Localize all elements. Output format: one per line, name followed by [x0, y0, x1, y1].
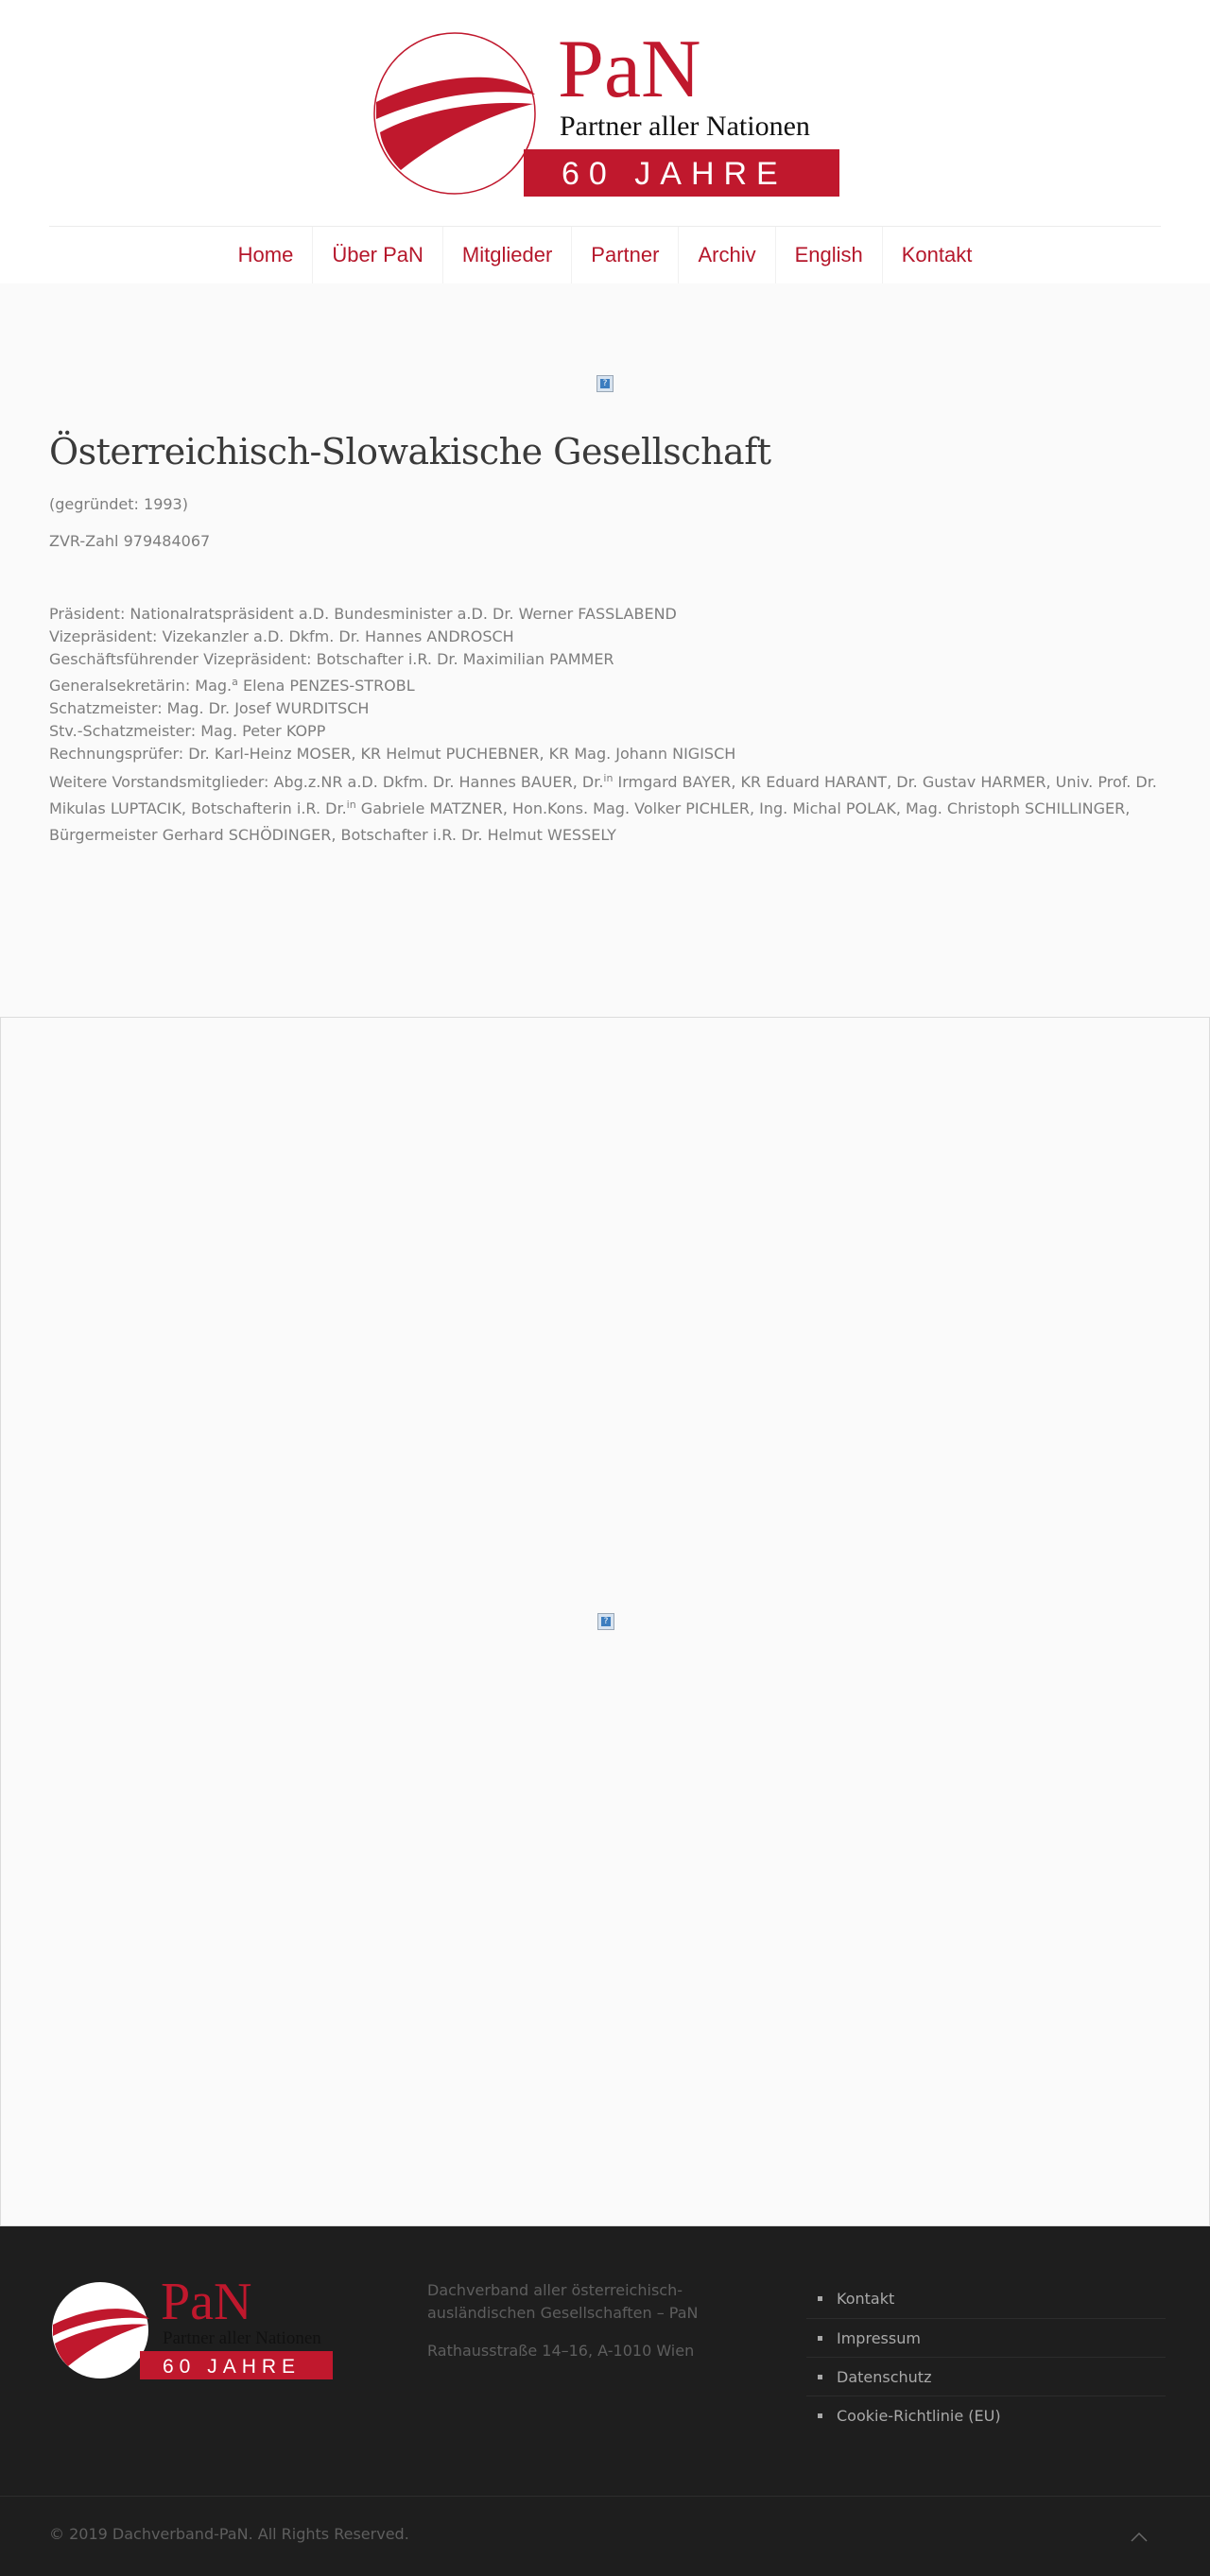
pan-logo	[372, 28, 839, 198]
site-logo[interactable]	[372, 28, 839, 198]
nav-partner[interactable]: Partner	[571, 227, 678, 283]
embedded-frame[interactable]	[0, 1017, 1210, 2226]
footer-about-line: Dachverband aller österreichisch-ausländischen Gesellschaften – PaN	[427, 2281, 699, 2322]
footer-links	[806, 2279, 1166, 2434]
board-gf-vize: Geschäftsführender Vizepräsident: Botschafter i.R. Dr. Maximilian PAMMER	[49, 650, 614, 668]
zvr-text: ZVR-Zahl 979484067	[49, 532, 211, 550]
broken-image-icon: ?	[596, 375, 614, 392]
site-header	[0, 0, 1210, 283]
board-rechnungspruefer: Rechnungsprüfer: Dr. Karl-Heinz MOSER, KR Helmut PUCHEBNER, KR Mag. Johann NIGISCH	[49, 745, 736, 763]
copyright-text: © 2019 Dachverband-PaN. All Rights Reserved.	[49, 2525, 409, 2543]
logo-banner: 60 JAHRE	[562, 156, 787, 192]
nav-ueber-pan[interactable]: Über PaN	[312, 227, 442, 283]
chevron-up-icon	[1129, 2527, 1150, 2548]
founded-text: (gegründet: 1993)	[49, 495, 188, 513]
footer-link-impressum[interactable]: Impressum	[806, 2318, 1166, 2357]
footer-address: Rathausstraße 14–16, A-1010 Wien	[427, 2342, 695, 2360]
footer-about	[427, 2279, 749, 2362]
board-schatzmeister: Schatzmeister: Mag. Dr. Josef WURDITSCH	[49, 699, 370, 717]
footer-logo[interactable]	[49, 2277, 333, 2383]
footer-link-datenschutz[interactable]: Datenschutz	[806, 2357, 1166, 2396]
footer-logo-tagline: Partner aller Nationen	[163, 2328, 321, 2348]
board-generalsekretaerin: Generalsekretärin: Mag.$^a$ Elena PENZES-STROBL	[49, 676, 415, 695]
footer-logo-banner: 60 JAHRE	[163, 2356, 302, 2378]
board-vize: Vizepräsident: Vizekanzler a.D. Dkfm. Dr. Hannes ANDROSCH	[49, 627, 514, 645]
board-weitere: Weitere Vorstandsmitglieder: Abg.z.NR a.D. Dkfm. Dr. Hannes BAUER, Dr.$^{in}$ Irmgard BAYER, KR Eduard HARANT, Dr. Gustav HARMER, Univ. Prof. Dr. Mikulas LUPTACIK, Botschafterin i.R. Dr.$^{in}$ Gabriele MATZNER, Hon.Kons. Mag. Volker PICHLER, Ing. Michal POLAK, Mag. Christoph SCHILLINGER, Bürgermeister Gerhard SCHÖDINGER, Botschafter i.R. Dr. Helmut WESSELY	[49, 772, 1157, 844]
footer-link-cookie[interactable]: Cookie-Richtlinie (EU)	[806, 2396, 1166, 2434]
board-praesident: Präsident: Nationalratspräsident a.D. Bundesminister a.D. Dr. Werner FASSLABEND	[49, 605, 677, 623]
pan-logo-footer	[49, 2277, 333, 2379]
page-title: Österreichisch-Slowakische Gesellschaft	[49, 431, 771, 472]
footer-logo-brand: PaN	[161, 2277, 252, 2331]
nav-archiv[interactable]: Archiv	[678, 227, 774, 283]
main-nav	[0, 227, 1210, 283]
nav-kontakt[interactable]: Kontakt	[882, 227, 992, 283]
nav-home[interactable]: Home	[237, 243, 294, 266]
logo-tagline: Partner aller Nationen	[560, 111, 810, 142]
embedded-frame-area	[0, 1017, 1210, 2226]
main-content	[0, 283, 1210, 1017]
broken-image-icon: ?	[597, 1613, 614, 1630]
board-list	[49, 603, 1161, 849]
back-to-top-button[interactable]	[1129, 2527, 1150, 2548]
nav-english[interactable]: English	[775, 227, 882, 283]
nav-mitglieder[interactable]: Mitglieder	[442, 227, 571, 283]
board-stv-schatzmeister: Stv.-Schatzmeister: Mag. Peter KOPP	[49, 722, 326, 740]
bottom-bar	[0, 2496, 1210, 2576]
footer-link-kontakt[interactable]: Kontakt	[806, 2279, 1166, 2318]
site-footer	[0, 2226, 1210, 2496]
logo-brand: PaN	[558, 28, 701, 115]
